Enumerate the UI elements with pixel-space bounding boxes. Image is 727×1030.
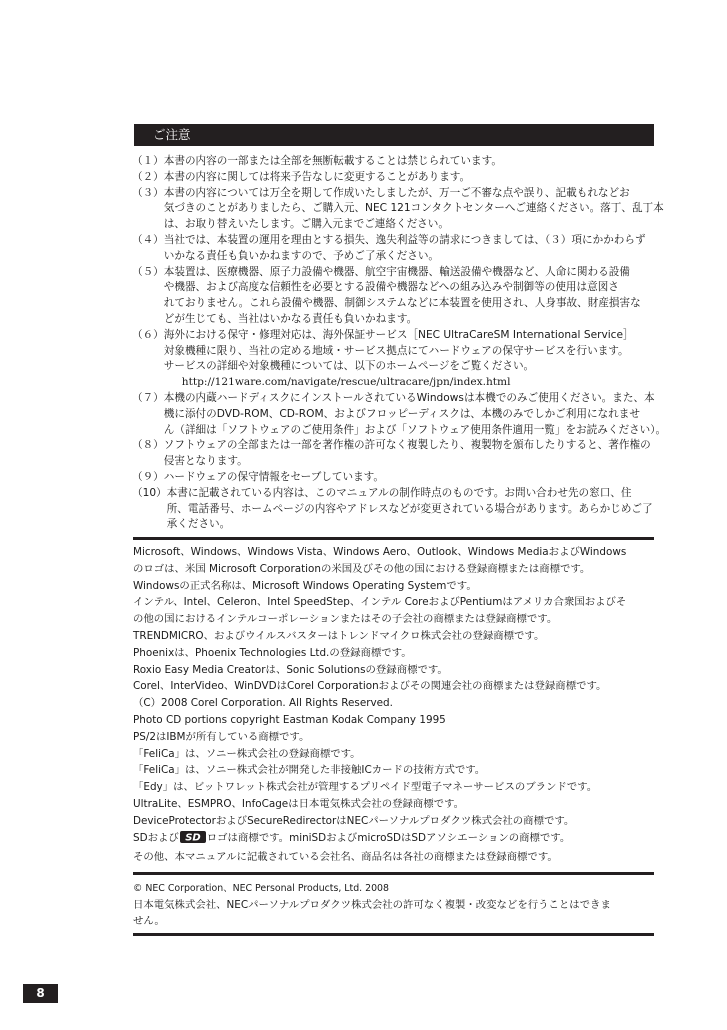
sd-logo-icon: [180, 831, 206, 843]
notice-item-line: ソフトウェアの全部または一部を著作権の許可なく複製したり、複製物を頒布したりすると、著作権の: [163, 439, 651, 452]
trademark-line: Windowsの正式名称は、Microsoft Windows Operating Systemです。: [133, 579, 477, 592]
notice-item-line: ハードウェアの保守情報をセーブしています。: [163, 470, 385, 483]
notice-item-number: （８）: [132, 439, 164, 452]
notice-item-number: （４）: [132, 233, 164, 246]
notice-item: [132, 438, 656, 470]
notice-item-body: [164, 154, 656, 170]
divider-middle: [133, 872, 654, 875]
notice-item-line: 当社では、本装置の運用を理由とする損失、逸失利益等の請求につきましては、（３）項にかかわらず: [163, 233, 646, 246]
notice-item: [132, 328, 656, 391]
trademark-line: TRENDMICRO、およびウイルスバスターはトレンドマイクロ株式会社の登録商標です。: [133, 629, 545, 642]
notice-item-line: いかなる責任も負いかねますので、予めご了承ください。: [163, 249, 440, 262]
trademark-line: 「FeliCa」は、ソニー株式会社の登録商標です。: [133, 747, 361, 760]
notice-item-number: （９）: [132, 470, 164, 483]
trademark-line: 「Edy」は、ビットワレット株式会社が管理するプリペイド型電子マネーサービスのブランドです。: [133, 781, 598, 794]
notice-item-line: は、お取り替えいたします。ご購入元までご連絡ください。: [163, 218, 449, 231]
notice-item-line: 気づきのことがありましたら、ご購入元、NEC 121コンタクトセンターへご連絡ください。落丁、乱丁本: [163, 202, 664, 215]
trademark-line: Phoenixは、Phoenix Technologies Ltd.の登録商標です。: [133, 646, 412, 659]
notice-item-number: （１）: [132, 155, 164, 167]
page-number: 8: [23, 984, 58, 1003]
notice-item-body: [164, 391, 666, 438]
reproduction-line: 日本電気株式会社、NECパーソナルプロダクツ株式会社の許可なく複製・改変などを行うことはできま: [133, 899, 611, 911]
notice-item-line: 承ください。: [166, 518, 231, 531]
notice-item-body: [164, 186, 664, 233]
other-trademarks-note: その他、本マニュアルに記載されている会社名、商品名は各社の商標または登録商標です。: [133, 851, 558, 863]
notice-item-body: [164, 470, 656, 486]
copyright-line: © NEC Corporation、NEC Personal Products, Ltd. 2008: [133, 883, 389, 894]
notice-item-line: 本機の内蔵ハードディスクにインストールされているWindowsは本機でのみご使用ください。また、本: [163, 391, 655, 404]
notice-item: [132, 186, 664, 233]
notice-item-body: [164, 233, 656, 265]
reproduction-notice: [133, 897, 657, 929]
trademark-line: DeviceProtectorおよびSecureRedirectorはNECパーソナルプロダクツ株式会社の商標です。: [133, 814, 575, 827]
trademark-line: の他の国におけるインテルコーポレーションまたはその子会社の商標または登録商標です。: [133, 613, 558, 626]
trademark-line: 「FeliCa」は、ソニー株式会社が開発した非接触ICカードの技術方式です。: [133, 764, 486, 777]
notice-item-number: （６）: [132, 328, 164, 341]
ultracare-url-link[interactable]: http://121ware.com/navigate/rescue/ultracare/jpn/index.html: [181, 376, 511, 389]
notice-item-number: （２）: [132, 170, 164, 183]
sd-trademark-line: [133, 830, 657, 847]
notice-title-bar: [134, 124, 654, 146]
notice-item: [132, 154, 656, 170]
notice-item: [132, 170, 656, 186]
notice-item-line: や機器、および高度な信頼性を必要とする設備や機器などへの組み込みや制御等の使用は意図さ: [163, 281, 619, 294]
notice-item-number: （10）: [132, 486, 167, 499]
trademark-line: Photo CD portions copyright Eastman Kodak Company 1995: [133, 713, 446, 726]
notice-item-body: [164, 265, 656, 328]
trademark-line: のロゴは、米国 Microsoft Corporationの米国及びその他の国における登録商標または商標です。: [133, 562, 591, 575]
trademark-line: インテル、Intel、Celeron、Intel SpeedStep、インテル CoreおよびPentiumはアメリカ合衆国およびそ: [133, 596, 627, 609]
notice-item-line: 本装置は、医療機器、原子力設備や機器、航空宇宙機器、輸送設備や機器など、人命に関わる設備: [163, 265, 630, 278]
trademark-lines: [133, 544, 657, 830]
trademark-line: （C）2008 Corel Corporation. All Rights Reserved.: [133, 697, 393, 710]
notice-item-line: ん（詳細は「ソフトウェアのご使用条件」および「ソフトウェア使用条件適用一覧」をお読みください）。: [163, 423, 667, 436]
notice-item-line: 機に添付のDVD-ROM、CD-ROM、およびフロッピーディスクは、本機のみでしかご利用になれませ: [163, 407, 640, 420]
notice-item-line: れておりません。これら設備や機器、制御システムなどに本装置を使用され、人身事故、財産損害な: [163, 297, 641, 310]
sd-logo-text: SD: [185, 832, 201, 843]
divider-top: [133, 537, 654, 540]
trademark-line: Corel、InterVideo、WinDVDはCorel Corporationおよびその関連会社の商標または登録商標です。: [133, 680, 607, 693]
notice-item: [132, 486, 656, 533]
notice-item: [132, 470, 656, 486]
notice-item: [132, 391, 667, 438]
notice-item-line: どが生じても、当社はいかなる責任も負いかねます。: [163, 312, 418, 325]
trademark-line: Roxio Easy Media Creatorは、Sonic Solutionsの登録商標です。: [133, 663, 448, 676]
notice-item-line: 所、電話番号、ホームページの内容やアドレスなどが変更されている場合があります。あらかじめご了: [166, 502, 653, 515]
trademark-line: UltraLite、ESMPRO、InfoCageは日本電気株式会社の登録商標です。: [133, 797, 465, 810]
trademark-line: Microsoft、Windows、Windows Vista、Windows Aero、Outlook、Windows MediaおよびWindows: [133, 546, 627, 558]
notice-item-line: サービスの詳細や対象機種については、以下のホームページをご覧ください。: [163, 360, 535, 373]
sd-line-prefix: SDおよび: [133, 831, 179, 844]
divider-bottom: [133, 933, 654, 936]
notice-item: [132, 265, 656, 328]
notice-item-line: 海外における保守・修理対応は、海外保証サービス［NEC UltraCareSM International Service］: [163, 328, 634, 341]
notice-item-line: 本書の内容に関しては将来予告なしに変更することがあります。: [163, 170, 471, 183]
notice-list: [132, 154, 667, 533]
notice-item-body: [167, 486, 656, 533]
notice-item-line: 本書の内容については万全を期して作成いたしましたが、万一ご不審な点や誤り、記載もれなどお: [163, 186, 630, 199]
notice-item-line: 本書の内容の一部または全部を無断転載することは禁じられています。: [163, 155, 502, 167]
trademark-block: [133, 544, 657, 846]
notice-item-body: [164, 328, 656, 391]
notice-item-number: （５）: [132, 265, 164, 278]
reproduction-line: せん。: [133, 915, 165, 927]
notice-title: ご注意: [153, 127, 191, 142]
notice-item-line: 本書に記載されている内容は、このマニュアルの制作時点のものです。お問い合わせ先の窓口、住: [166, 486, 632, 499]
notice-item-body: [164, 170, 656, 186]
notice-item-body: [164, 438, 656, 470]
notice-item-number: （３）: [132, 186, 164, 199]
trademark-line: PS/2はIBMが所有している商標です。: [133, 730, 310, 743]
sd-line-suffix: ロゴは商標です。miniSDおよびmicroSDはSDアソシエーションの商標です。: [206, 831, 571, 844]
notice-item-number: （７）: [132, 391, 164, 404]
notice-item-line: 侵害となります。: [163, 455, 248, 468]
notice-item: [132, 233, 656, 265]
notice-item-line: 対象機種に限り、当社の定める地域・サービス拠点にてハードウェアの保守サービスを行います。: [163, 344, 629, 357]
